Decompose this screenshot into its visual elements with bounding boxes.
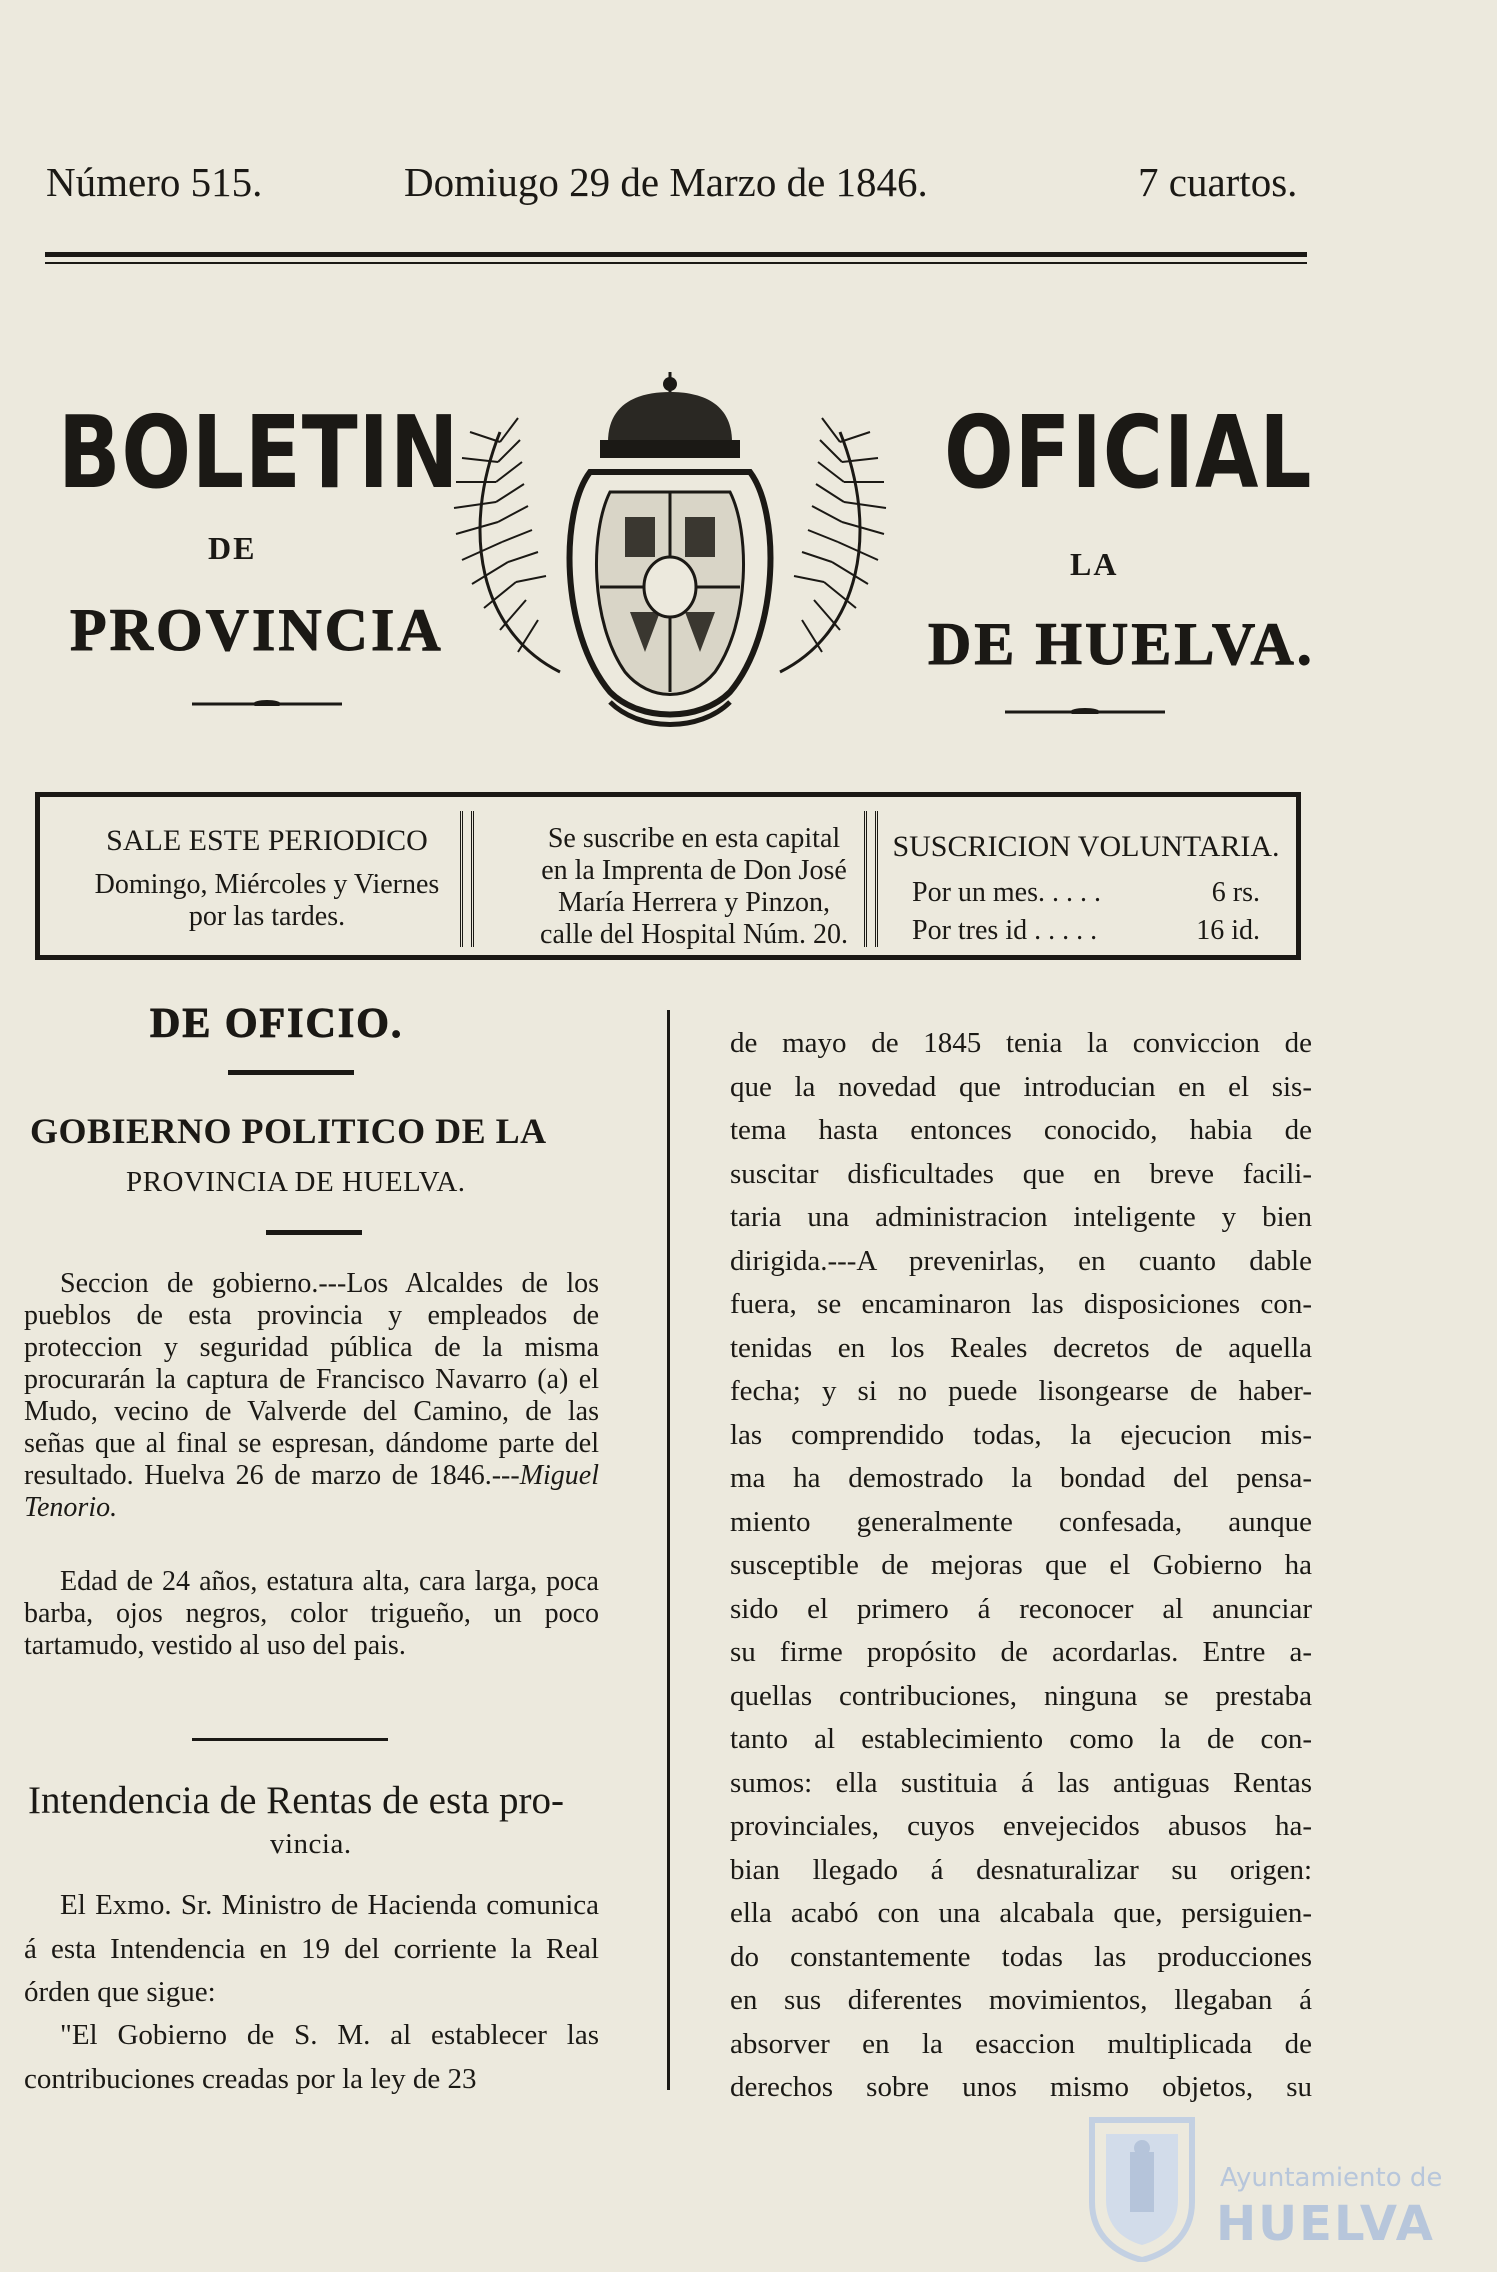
- masthead-oficial: OFICIAL: [944, 394, 1313, 511]
- box-separator-right: [864, 811, 878, 947]
- masthead-de: DE: [208, 530, 257, 566]
- masthead-boletin: BOLETIN: [58, 394, 460, 511]
- heading-provincia-huelva: PROVINCIA DE HUELVA.: [126, 1166, 466, 1198]
- schedule-time: por las tardes.: [188, 901, 346, 932]
- text-line: suscitar disficultades que en breve facili-: [730, 1157, 1312, 1190]
- price-row-month-label: Por un mes. . . . .: [912, 877, 1101, 908]
- flourish-right: [1005, 708, 1165, 714]
- price-row-three-value: 16 id.: [1196, 915, 1260, 946]
- price-row-month-value: 6 rs.: [1211, 877, 1260, 908]
- schedule-block: [52, 825, 482, 933]
- paragraph-senas: Edad de 24 años, estatura alta, cara larga, poca barba, ojos negros, color trigueño, un poco tartamudo, vestido al uso del pais.: [24, 1566, 599, 1661]
- text-line: taria una administracion inteligente y bien: [730, 1201, 1312, 1233]
- ayuntamiento-shield-logo: [1086, 2112, 1198, 2262]
- text-line: susceptible de mejoras que el Gobierno ha: [730, 1549, 1312, 1581]
- right-column-text: [730, 1022, 1312, 2110]
- text-line: su firme propósito de acordarlas. Entre a-: [730, 1636, 1312, 1668]
- section-title-de-oficio: DE OFICIO.: [150, 1001, 404, 1047]
- masthead-provincia: PROVINCIA: [70, 597, 444, 663]
- schedule-days: Domingo, Miércoles y Viernes: [94, 869, 440, 900]
- text-line: derechos sobre unos mismo objetos, su: [730, 2071, 1312, 2103]
- box-separator-left: [460, 811, 474, 947]
- text-line: que la novedad que introducian en el sis-: [730, 1070, 1312, 1103]
- separator-rule: [192, 1738, 388, 1741]
- paragraph-exmo-ministro: El Exmo. Sr. Ministro de Hacienda comunica á esta Intendencia en 19 del corriente la Real órden que sigue:: [24, 1889, 599, 2008]
- price-title: SUSCRICION VOLUNTARIA.: [892, 830, 1280, 863]
- subscribe-line-2: en la Imprenta de Don José: [541, 855, 847, 886]
- text-line: de mayo de 1845 tenia la conviccion de: [730, 1027, 1312, 1059]
- price-row-three: [888, 909, 1284, 947]
- text-line: quellas contribuciones, ninguna se prestaba: [730, 1679, 1312, 1712]
- watermark-line2: HUELVA: [1216, 2196, 1435, 2252]
- text-line: ella acabó con una alcabala que, persiguien-: [730, 1897, 1312, 1929]
- heading-gobierno-politico: GOBIERNO POLITICO DE LA: [30, 1111, 547, 1151]
- text-line: sido el primero á reconocer al anunciar: [730, 1592, 1312, 1625]
- masthead-de-huelva: DE HUELVA.: [928, 611, 1315, 677]
- text-line: ma ha demostrado la bondad del pensa-: [730, 1462, 1312, 1494]
- watermark-line1: Ayuntamiento de: [1220, 2163, 1443, 2193]
- signature-miguel-tenorio: Miguel Tenorio.: [24, 1460, 599, 1523]
- subscribe-line-1: Se suscribe en esta capital: [547, 823, 841, 854]
- text-line: las comprendido todas, la ejecucion mis-: [730, 1418, 1312, 1451]
- coat-of-arms-emblem: [440, 372, 900, 750]
- price-block: [888, 831, 1284, 947]
- subscription-box: [35, 792, 1301, 960]
- paragraph-seccion-gobierno: [24, 1268, 599, 1524]
- issue-number: Número 515.: [46, 159, 263, 205]
- heading-intendencia: Intendencia de Rentas de esta pro-: [28, 1779, 565, 1822]
- paragraph-gobierno-sm: "El Gobierno de S. M. al establecer las contribuciones creadas por la ley de 23: [24, 2019, 599, 2095]
- text-line: miento generalmente confesada, aunque: [730, 1505, 1312, 1538]
- section-rule: [228, 1070, 354, 1075]
- header-rule-bottom: [45, 262, 1307, 264]
- text-line: bian llegado á desnaturalizar su origen:: [730, 1853, 1312, 1886]
- heading-intendencia-cont: vincia.: [270, 1828, 352, 1860]
- text-line: tenidas en los Reales decretos de aquella: [730, 1331, 1312, 1364]
- subscribe-line-3: María Herrera y Pinzon,: [557, 887, 831, 918]
- price-row-month: [888, 877, 1284, 909]
- column-divider: [667, 1010, 670, 2090]
- issue-date: Domiugo 29 de Marzo de 1846.: [404, 159, 928, 205]
- text-line: tema hasta entonces conocido, habia de: [730, 1114, 1312, 1146]
- flourish-left: [192, 700, 342, 706]
- text-line: fuera, se encaminaron las disposiciones con-: [730, 1288, 1312, 1320]
- text-line: absorver en la esaccion multiplicada de: [730, 2027, 1312, 2060]
- masthead-la: LA: [1070, 546, 1119, 582]
- text-line: sumos: ella sustituia á las antiguas Rentas: [730, 1766, 1312, 1799]
- schedule-title: SALE ESTE PERIODICO: [106, 824, 428, 857]
- text-line: en sus diferentes movimientos, llegaban á: [730, 1984, 1312, 2016]
- issue-price: 7 cuartos.: [1138, 159, 1298, 205]
- text-line: fecha; y si no puede lisongearse de haber-: [730, 1375, 1312, 1407]
- subscribe-line-4: calle del Hospital Núm. 20.: [540, 919, 848, 950]
- header-rule-top: [45, 252, 1307, 257]
- price-row-three-label: Por tres id . . . . .: [912, 915, 1098, 946]
- text-line: dirigida.---A prevenirlas, en cuanto dable: [730, 1244, 1312, 1277]
- subscribe-block: [476, 823, 912, 951]
- paragraph-seccion-gobierno-text: Seccion de gobierno.---Los Alcaldes de los pueblos de esta provincia y empleados de proteccion y seguridad pública de la misma procurarán la captura de Francisco Navarro (a) el Mudo, vecino de Valverde del Camino, de las señas que al final se espresan, dándome parte del resultado. Huelva 26 de marzo de 1846.---: [24, 1268, 599, 1491]
- text-line: tanto al establecimiento como la de con-: [730, 1723, 1312, 1755]
- text-line: provinciales, cuyos envejecidos abusos ha-: [730, 1810, 1312, 1842]
- text-line: do constantemente todas las producciones: [730, 1940, 1312, 1973]
- heading-rule: [266, 1230, 362, 1235]
